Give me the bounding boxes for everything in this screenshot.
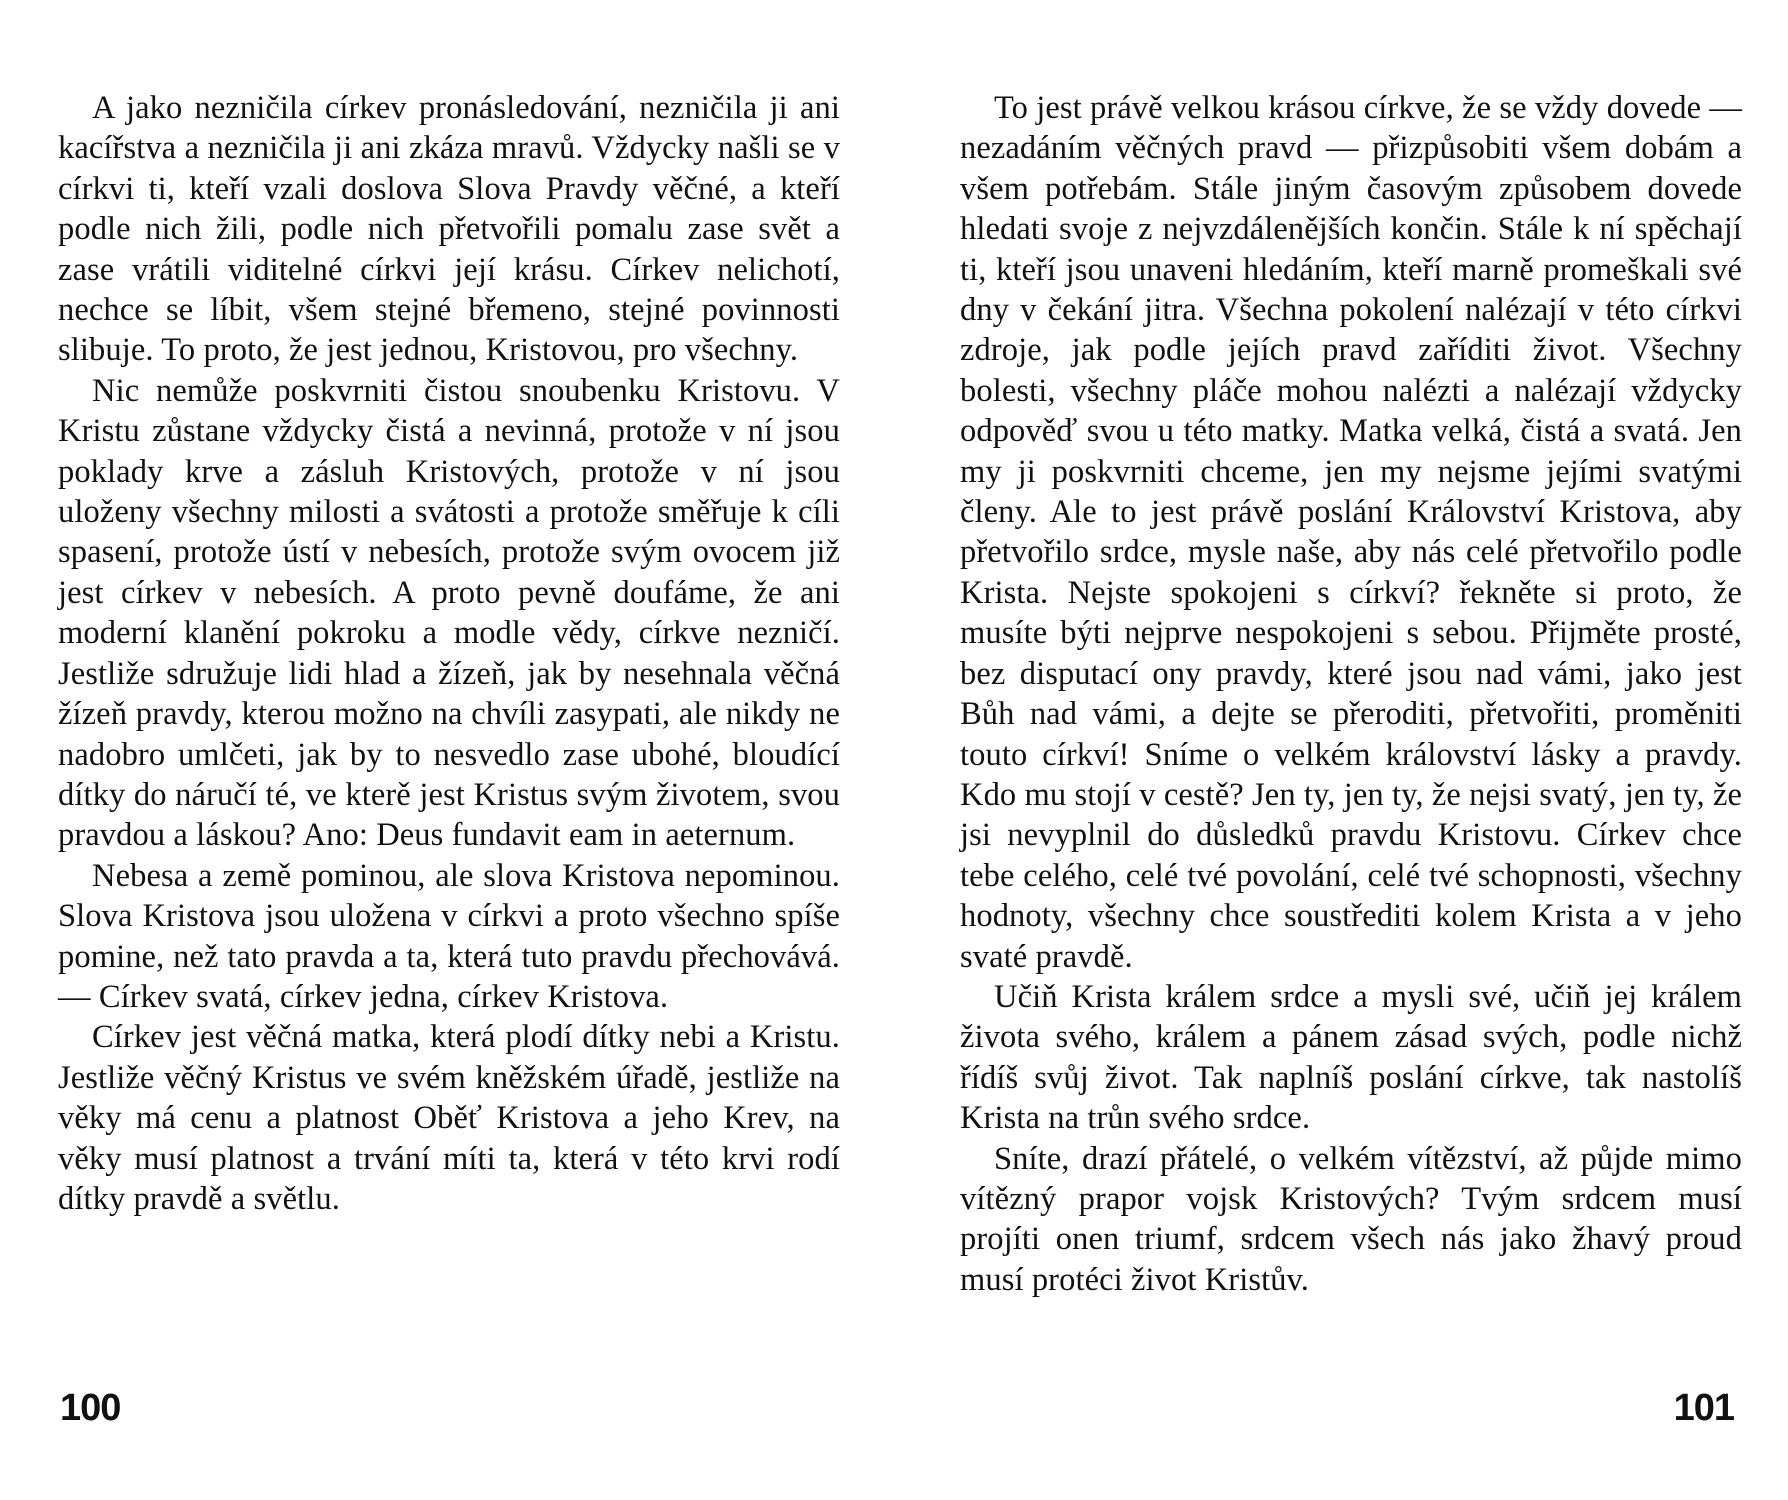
paragraph: Nic nemůže poskvrniti čistou snoubenku Kristovu. V Kristu zůstane vždycky čistá a nevinná, protože v ní jsou poklady krve a zásluh Kristových, protože v ní jsou uloženy všechny milosti a svátosti a protože směřuje k cíli spasení, protože ústí v nebesích, protože svým ovocem již jest církev v nebesích. A proto pevně doufáme, že ani moderní klanění pokroku a modle vědy, církve nezničí. Jestliže sdružuje lidi hlad a žízeň, jak by nesehnala věčná žízeň pravdy, kterou možno na chvíli zasypati, ale nikdy ne nadobro umlčeti, jak by to nesvedlo zase ubohé, bloudící dítky do náručí té, ve kterě jest Kristus svým životem, svou pravdou a láskou? Ano: Deus fundavit eam in aeternum. (58, 372, 840, 854)
paragraph: To jest právě velkou krásou církve, že se vždy dovede — nezadáním věčných pravd — přizpůsobiti všem dobám a všem potřebám. Stále jiným časovým způsobem dovede hledati svoje z nejvzdálenějších končin. Stále k ní spěchají ti, kteří jsou unaveni hledáním, kteří marně promeškali své dny v čekání jitra. Všechna pokolení nalézají v této církvi zdroje, jak podle jejích pravd zaříditi život. Všechny bolesti, všechny pláče mohou nalézti a nalézají vždycky odpověď svou u této matky. Matka velká, čistá a svatá. Jen my ji poskvrniti chceme, jen my nejsme jejími svatými členy. Ale to jest právě poslání Království Kristova, aby přetvořilo srdce, mysle naše, aby nás celé přetvořilo podle Krista. Nejste spokojeni s církví? řekněte si proto, že musíte býti nejprve nespokojeni s sebou. Přijměte prosté, bez disputací ony pravdy, které jsou nad vámi, jako jest Bůh nad vámi, a dejte se přeroditi, přetvořiti, proměniti touto církví! Sníme o velkém království lásky a pravdy. Kdo mu stojí v cestě? Jen ty, jen ty, že nejsi svatý, jen ty, že jsi nevyplnil do důsledků pravdu Kristovu. Církev chce tebe celého, celé tvé povolání, celé tvé schopnosti, všechny hodnoty, všechny chce soustřediti kolem Krista a v jeho svaté pravdě. (960, 90, 1742, 975)
paragraph: Učiň Krista králem srdce a mysli své, učiň jej králem života svého, králem a pánem zásad svých, podle nichž řídíš svůj život. Tak naplníš poslání církve, tak nastolíš Krista na trůn svého srdce. (960, 978, 1742, 1137)
page-number-left: 100 (60, 1387, 121, 1429)
paragraph: Sníte, drazí přátelé, o velkém vítězství, až půjde mimo vítězný prapor vojsk Kristových? Tvým srdcem musí projíti onen triumf, srdcem všech nás jako žhavý proud musí protéci život Kristův. (960, 1140, 1742, 1298)
left-page (58, 88, 840, 1468)
paragraph: Nebesa a země pominou, ale slova Kristova nepominou. Slova Kristova jsou uložena v církvi a proto všechno spíše pomine, než tato pravda a ta, která tuto pravdu přechovává. — Církev svatá, církev jedna, církev Kristova. (58, 857, 840, 1015)
right-page (960, 88, 1742, 1468)
right-page-text (960, 88, 1742, 1300)
paragraph: Církev jest věčná matka, která plodí dítky nebi a Kristu. Jestliže věčný Kristus ve svém kněžském úřadě, jestliže na věky má cenu a platnost Oběť Kristova a jeho Krev, na věky musí platnost a trvání míti ta, která v této krvi rodí dítky pravdě a světlu. (58, 1019, 840, 1217)
left-page-text (58, 88, 840, 1219)
page-number-right: 101 (1673, 1387, 1734, 1429)
paragraph: A jako nezničila církev pronásledování, nezničila ji ani kacířstva a nezničila ji ani zkáza mravů. Vždycky našli se v církvi ti, kteří vzali doslova Slova Pravdy věčné, a kteří podle nich žili, podle nich přetvořili pomalu zase svět a zase vrátili viditelné církvi její krásu. Církev nelichotí, nechce se líbit, všem stejné břemeno, stejné povinnosti slibuje. To proto, že jest jednou, Kristovou, pro všechny. (58, 90, 840, 369)
